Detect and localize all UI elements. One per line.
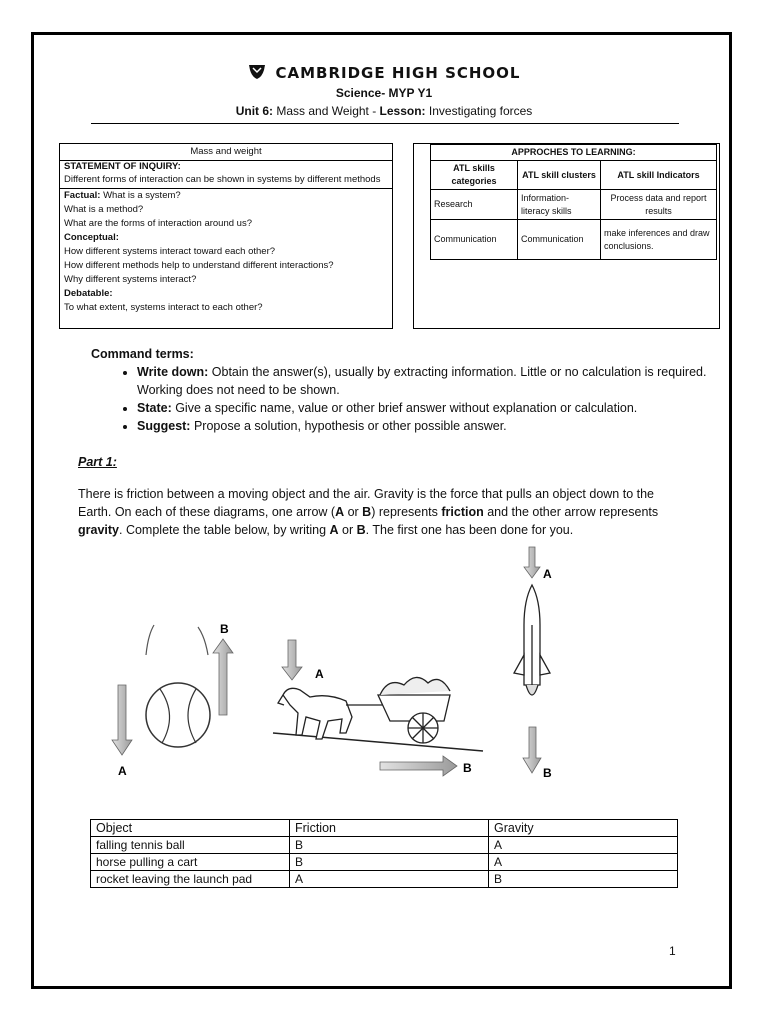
down-arrow-icon [524,547,540,578]
down-arrow-icon [282,640,302,680]
results-table [90,819,678,888]
school-crest-icon [248,64,266,80]
column-header: Object [91,820,290,837]
right-arrow-icon [380,756,457,776]
forces-diagram [78,545,598,785]
subject-line: Science- MYP Y1 [335,86,433,100]
statement-of-inquiry: STATEMENT OF INQUIRY: Different forms of interaction can be shown in systems by different methods [60,161,392,189]
rocket-figure [514,547,552,780]
ball-label-b: B [220,622,229,636]
school-name: CAMBRIDGE HIGH SCHOOL [275,64,521,82]
list-item: • State: Give a specific name, value or other brief answer without explanation or calculation. [137,399,717,417]
cart-icon [378,677,450,743]
atl-table [430,144,717,260]
inquiry-box [59,143,393,329]
inquiry-title: Mass and weight [60,144,392,161]
table-header-row [91,820,678,837]
tennis-ball-figure [112,622,233,778]
up-arrow-icon [213,639,233,715]
page-number: 1 [669,944,676,958]
part-1-instructions: There is friction between a moving object and the air. Gravity is the force that pulls an object down to the Earth. On each of these diagrams, one arrow (A or B) represents friction and the other arrow represents gravity. Complete the table below, by writing A or B. The first one has been done for you. [78,487,659,537]
header-rule [91,123,679,124]
unit-line: Unit 6: Mass and Weight - Lesson: Investigating forces [235,104,533,118]
rocket-label-b: B [543,766,552,780]
atl-header: ATL skill clusters [518,161,601,190]
school-header [0,64,768,82]
table-row: rocket leaving the launch pad A B [91,871,678,888]
command-terms-list [104,363,717,435]
rocket-icon [514,585,550,695]
atl-row: Communication Communication make inferences and draw conclusions. [431,220,717,260]
inquiry-questions: Factual: What is a system? What is a method? What are the forms of interaction around us? Conceptual: How different systems interact toward each other? How different methods help to understand different interactions? Why different systems interact? Debatable: To what extent, systems interact to each other? [64,190,334,313]
ball-label-a: A [118,764,127,778]
down-arrow-icon [523,727,541,773]
down-arrow-icon [112,685,132,755]
atl-header: ATL skill Indicators [601,161,717,190]
list-item: • Suggest: Propose a solution, hypothesis or other possible answer. [137,417,717,435]
column-header: Friction [290,820,489,837]
rocket-label-a: A [543,567,552,581]
atl-title: APPROCHES TO LEARNING: [431,145,717,161]
table-row: falling tennis ball B A [91,837,678,854]
horse-icon [278,688,352,739]
part-1-title: Part 1: [78,455,117,469]
horse-cart-figure [273,640,483,776]
command-terms-title: Command terms: [91,347,194,361]
atl-row: Research Information-literacy skills Process data and report results [431,190,717,220]
tennis-ball-icon [146,683,210,747]
atl-header: ATL skills categories [431,161,518,190]
horse-label-b: B [463,761,472,775]
column-header: Gravity [489,820,678,837]
list-item: • Write down: Obtain the answer(s), usually by extracting information. Little or no calculation is required. Working does not need to be shown. [137,363,717,399]
table-row: horse pulling a cart B A [91,854,678,871]
horse-label-a: A [315,667,324,681]
atl-box [413,143,720,329]
